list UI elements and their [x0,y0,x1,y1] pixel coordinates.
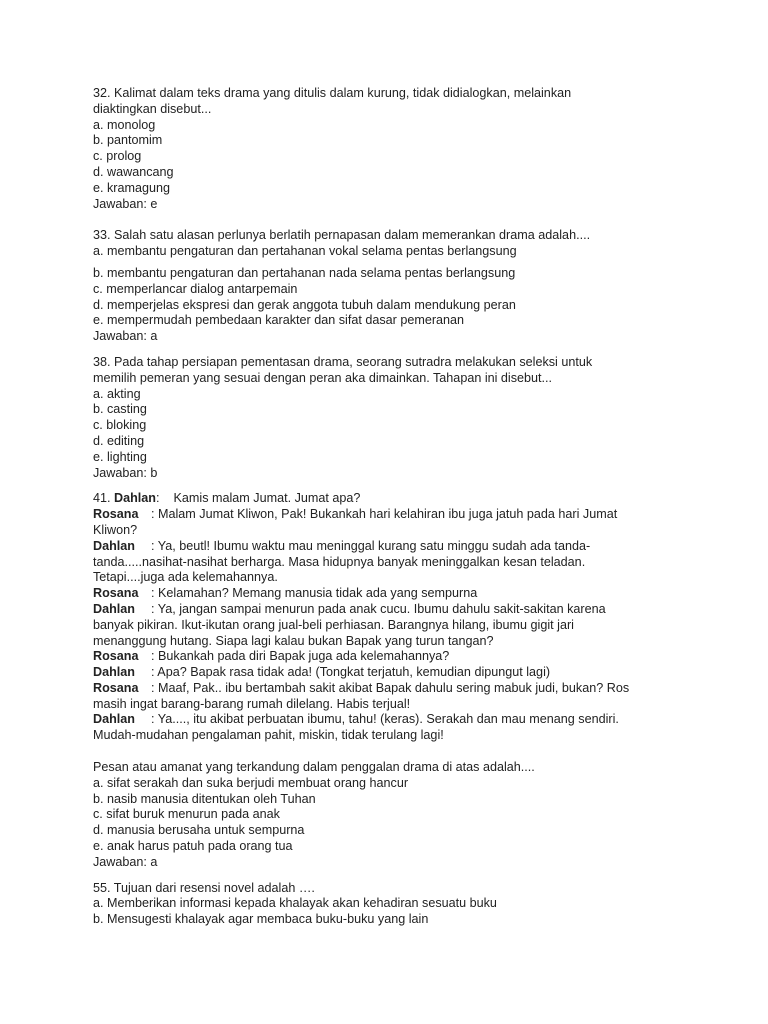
option-a: a. Memberikan informasi kepada khalayak akan kehadiran sesuatu buku [93,896,497,911]
dialogue-line [93,649,693,665]
dialogue-text: masih ingat barang-barang rumah dilelang. Habis terjual! [93,696,411,711]
dialogue-text: : Ya, beutl! Ibumu waktu mau meninggal kurang satu minggu sudah ada tanda- [151,538,591,553]
option-d: d. memperjelas ekspresi dan gerak anggota tubuh dalam mendukung peran [93,297,516,312]
dialogue-text: Tetapi....juga ada kelemahannya. [93,570,278,585]
dialogue-line [93,602,693,618]
option-d: d. editing [93,433,145,448]
question-33 [93,228,693,345]
dialogue-text: : Apa? Bapak rasa tidak ada! (Tongkat terjatuh, kemudian dipungut lagi) [151,665,551,680]
option-e: e. mempermudah pembedaan karakter dan sifat dasar pemeranan [93,313,465,328]
dialogue-text: Kliwon? [93,522,138,537]
dialogue-line [93,665,693,681]
option-b: b. casting [93,402,147,417]
dialogue-text: : Maaf, Pak.. ibu bertambah sakit akibat Bapak dahulu sering mabuk judi, bukan? Ros [151,680,630,695]
question-text: 32. Kalimat dalam teks drama yang ditulis dalam kurung, tidak didialogkan, melainkan [93,86,572,100]
option-a: a. akting [93,386,141,401]
question-32 [93,86,693,212]
option-b: b. membantu pengaturan dan pertahanan nada selama pentas berlangsung [93,265,516,280]
dialogue-text: : Ya...., itu akibat perbuatan ibumu, tahu! (keras). Serakah dan mau menang sendiri. [151,712,619,727]
question-text: diaktingkan disebut... [93,101,212,116]
dialogue-text: Mudah-mudahan pengalaman pahit, miskin, tidak terulang lagi! [93,728,444,743]
speaker-name: Dahlan [93,538,135,553]
dialogue-line [93,712,693,728]
answer: Jawaban: a [93,854,158,869]
option-c: c. memperlancar dialog antarpemain [93,281,298,296]
speaker-name: Rosana [93,649,139,664]
question-41 [93,491,693,870]
speaker-name: Rosana [93,507,139,522]
dialogue-text: tanda.....nasihat-nasihat berharga. Masa hidupnya banyak meninggalkan kesan teladan. [93,554,586,569]
question-text: memilih pemeran yang sesuai dengan peran aka dimainkan. Tahapan ini disebut... [93,370,553,385]
question-text: 38. Pada tahap persiapan pementasan drama, seorang sutradra melakukan seleksi untuk [93,354,593,369]
dialogue-text: banyak pikiran. Ikut-ikutan orang jual-beli perhiasan. Barangnya hilang, ibumu gigit jari [93,617,574,632]
option-a: a. membantu pengaturan dan pertahanan vokal selama pentas berlangsung [93,244,517,259]
option-c: c. sifat buruk menurun pada anak [93,807,280,822]
dialogue-line [93,539,693,555]
question-55 [93,881,693,928]
dialogue-line [93,507,693,523]
option-e: e. kramagung [93,180,171,195]
question-number: 41. [93,491,111,506]
dialogue-text: : Kelamahan? Memang manusia tidak ada yang sempurna [151,586,478,601]
dialogue-text: : Kamis malam Jumat. Jumat apa? [156,491,361,506]
option-b: b. Mensugesti khalayak agar membaca buku-buku yang lain [93,912,429,927]
speaker-name: Dahlan [93,601,135,616]
speaker-name: Dahlan [93,665,135,680]
option-c: c. bloking [93,418,147,433]
option-a: a. monolog [93,117,156,132]
dialogue-text: : Ya, jangan sampai menurun pada anak cucu. Ibumu dahulu sakit-sakitan karena [151,601,606,616]
question-text: 55. Tujuan dari resensi novel adalah …. [93,880,315,895]
option-e: e. anak harus patuh pada orang tua [93,839,293,854]
question-38 [93,355,693,481]
speaker-name: Dahlan [114,491,157,506]
speaker-name: Dahlan [93,712,135,727]
speaker-name: Rosana [93,586,139,601]
dialogue-text: : Malam Jumat Kliwon, Pak! Bukankah hari kelahiran ibu juga jatuh pada hari Jumat [151,507,618,522]
question-text: Pesan atau amanat yang terkandung dalam penggalan drama di atas adalah.... [93,760,535,775]
speaker-name: Rosana [93,680,139,695]
answer: Jawaban: b [93,465,158,480]
option-b: b. nasib manusia ditentukan oleh Tuhan [93,791,316,806]
document-page [93,86,693,928]
question-text: 33. Salah satu alasan perlunya berlatih pernapasan dalam memerankan drama adalah.... [93,228,591,243]
dialogue-text: : Bukankah pada diri Bapak juga ada kelemahannya? [151,649,450,664]
option-e: e. lighting [93,449,147,464]
option-c: c. prolog [93,149,142,164]
option-a: a. sifat serakah dan suka berjudi membuat orang hancur [93,775,409,790]
option-d: d. wawancang [93,164,174,179]
option-d: d. manusia berusaha untuk sempurna [93,823,305,838]
answer: Jawaban: e [93,196,158,211]
dialogue-line [93,681,693,697]
dialogue-line [93,491,693,507]
dialogue-line [93,586,693,602]
answer: Jawaban: a [93,329,158,344]
option-b: b. pantomim [93,133,163,148]
dialogue-text: menanggung hutang. Siapa lagi kalau bukan Bapak yang turun tangan? [93,633,494,648]
